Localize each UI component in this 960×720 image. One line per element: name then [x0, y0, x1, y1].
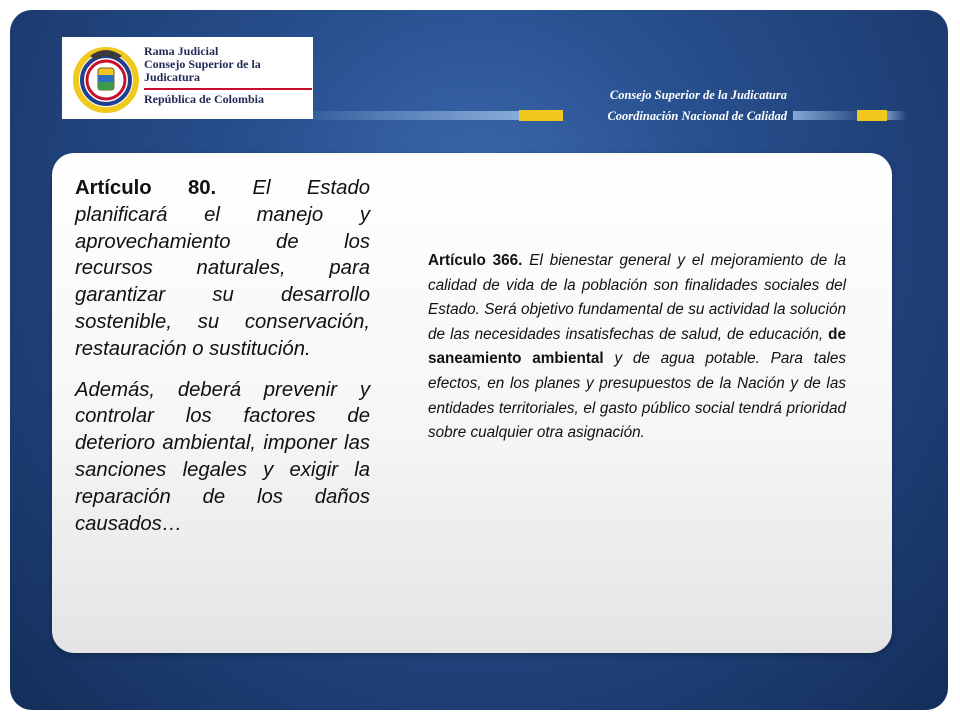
article-80-paragraph-2: Además, deberá prevenir y controlar los factores de deterioro ambiental, imponer las sanciones legales y exigir la reparación de los daños causados…: [75, 378, 370, 535]
logo-divider: [144, 88, 312, 90]
header-stripe-right: [793, 111, 857, 120]
article-80-paragraph: [75, 175, 370, 363]
colombia-coat-of-arms-icon: [70, 42, 142, 114]
article-80-label: Artículo 80.: [75, 177, 217, 199]
article-366-highlight: de saneamiento ambiental: [428, 325, 847, 368]
article-80-text: El Estado planificará el manejo y aprovechamiento de los recursos naturales, para garantizar su desarrollo sostenible, su conservación, restauración o sustitución.: [75, 177, 371, 360]
header-title: [540, 85, 787, 127]
logo: [62, 37, 313, 119]
header-line-2: Coordinación Nacional de Calidad: [607, 109, 787, 123]
header-line-1: Consejo Superior de la Judicatura: [609, 88, 787, 102]
header-stripe-left: [313, 111, 519, 120]
logo-text: [144, 45, 313, 106]
article-366-text-b: y de agua potable. Para tales efectos, en los planes y presupuestos de la Nación y de las entidades territoriales, el gasto público social tendrá prioridad sobre cualquier otra asignación.: [428, 350, 846, 442]
logo-line-1: Rama Judicial: [144, 44, 219, 58]
article-366-label: Artículo 366.: [428, 252, 523, 269]
article-80-column: [75, 175, 370, 537]
logo-line-2: Consejo Superior de la Judicatura: [144, 57, 261, 84]
logo-line-3: República de Colombia: [144, 92, 265, 106]
article-366-column: [428, 249, 846, 446]
article-366-text-a: El bienestar general y el mejoramiento de la calidad de vida de la población son finalidades sociales del Estado. Será objetivo fundamental de su actividad la solución de las necesidades insatisfechas de salud, de educación,: [428, 252, 846, 343]
header-stripe-yellow-right: [857, 110, 887, 121]
article-366-paragraph: [428, 249, 846, 446]
header-stripe-fade: [887, 111, 907, 120]
